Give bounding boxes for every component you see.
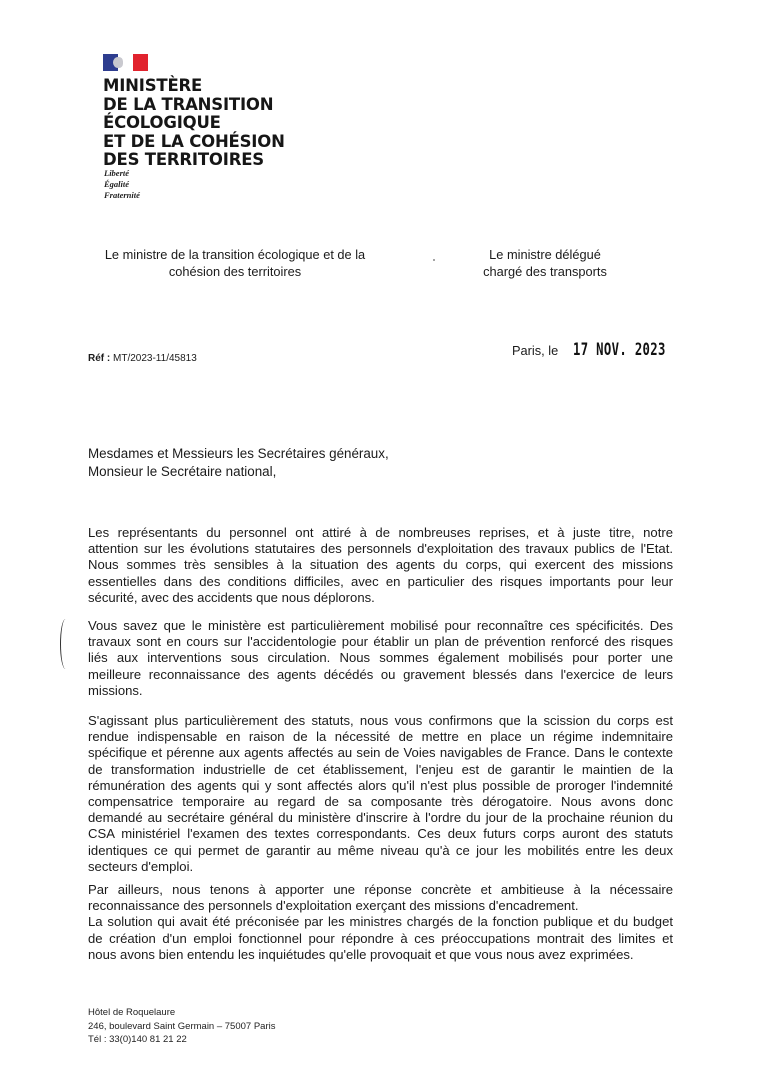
footer-address <box>88 1006 275 1047</box>
signatory-left <box>80 246 390 280</box>
text-line: identiques ce qui permet de garantir au même niveau qu'à ce jour les mobilités entre les deux <box>88 842 673 858</box>
paragraph-2 <box>88 618 673 699</box>
republic-motto <box>104 168 140 201</box>
salutation-line: Monsieur le Secrétaire national, <box>88 463 277 479</box>
motto-egalite: Égalité <box>104 179 130 189</box>
speck <box>433 259 435 261</box>
paragraph-3 <box>88 713 673 875</box>
text-line: attention sur les évolutions statutaires des personnels d'exploitation des travaux publics de l'Etat. <box>88 541 673 557</box>
ministry-line: ÉCOLOGIQUE <box>103 113 221 132</box>
footer-line: Tél : 33(0)140 81 21 22 <box>88 1034 187 1045</box>
ministry-line: MINISTÈRE <box>103 76 203 95</box>
text-line: rendue indispensable en raison de la nécessité de mettre en place un régime indemnitaire <box>88 729 673 745</box>
text-line: essentielles dans des conditions difficiles, avec en particulier des risques importants pour leur <box>88 573 673 589</box>
date-line <box>512 340 702 360</box>
salutation-line: Mesdames et Messieurs les Secrétaires généraux, <box>88 446 389 461</box>
footer-line: Hôtel de Roquelaure <box>88 1007 176 1018</box>
signatory-right-line: Le ministre délégué <box>489 247 601 262</box>
text-line: S'agissant plus particulièrement des statuts, nous vous confirmons que la scission du corps est <box>88 713 673 728</box>
reference-value: MT/2023-11/45813 <box>113 353 197 364</box>
ministry-name <box>103 77 363 170</box>
motto-fraternite: Fraternité <box>104 190 140 200</box>
text-line: meilleure reconnaissance des agents décédés ou gravement blessés dans l'exercice de leurs <box>88 666 673 682</box>
paragraph-4 <box>88 882 673 963</box>
text-line: Les représentants du personnel ont attiré à de nombreuses reprises, et à juste titre, notre <box>88 525 673 540</box>
text-line: nous avons bien entendu les inquiétudes qu'elle provoquait et que vous nous avez exprimées. <box>88 946 634 962</box>
ministry-line: ET DE LA COHÉSION <box>103 131 285 151</box>
text-line: reconnaissance des personnels d'exploitation exerçant des missions d'encadrement. <box>88 898 579 914</box>
text-line: Vous savez que le ministère est particulièrement mobilisé pour reconnaître ces spécificités. Des <box>88 618 673 633</box>
text-line: de transformation industrielle de cet établissement, l'enjeu est de garantir le maintien de la <box>88 761 673 777</box>
republic-flag-logo <box>103 54 148 71</box>
footer-line: 246, boulevard Saint Germain – 75007 Paris <box>88 1020 276 1032</box>
date-label: Paris, le <box>512 343 559 358</box>
text-line: de création d'un emploi fonctionnel pour répondre à ces préoccupations montrait des limites et <box>88 930 673 946</box>
reference <box>88 353 197 364</box>
ministry-line: DE LA TRANSITION <box>103 94 274 114</box>
text-line: liés aux interventions sous circulation. Nous sommes également mobilisés pour porter une <box>88 650 673 666</box>
text-line: rémunération des agents qui y sont affectés alors qu'il n'est plus possible de proroger l'indemnité <box>88 777 673 793</box>
margin-bracket-mark <box>60 619 71 669</box>
text-line: missions. <box>88 682 143 698</box>
text-line: Nous sommes très sensibles à la situation des agents du corps, qui exercent des missions <box>88 557 673 573</box>
date-stamp: 17 NOV. 2023 <box>572 340 666 360</box>
text-line: sécurité, avec des accidents que nous déplorons. <box>88 589 375 605</box>
reference-label: Réf : <box>88 353 111 364</box>
text-line: La solution qui avait été préconisée par les ministres chargés de la fonction publique et du budget <box>88 914 673 930</box>
signatory-left-line: cohésion des territoires <box>168 264 302 279</box>
signatory-right <box>470 246 620 280</box>
text-line: CSA ministériel l'examen des textes correspondants. Ces deux futurs corps auront des statuts <box>88 826 673 842</box>
salutation <box>88 445 389 480</box>
paragraph-1 <box>88 525 673 606</box>
text-line: travaux sont en cours sur l'accidentologie pour établir un plan de prévention renforcé des risques <box>88 634 673 650</box>
text-line: Par ailleurs, nous tenons à apporter une réponse concrète et ambitieuse à la nécessaire <box>88 882 673 897</box>
marianne-icon <box>113 57 123 68</box>
text-line: secteurs d'emploi. <box>88 858 194 874</box>
text-line: compensatrice temporaire au regard de sa composante très dérogatoire. Nous avons donc <box>88 794 673 810</box>
signatory-left-line: Le ministre de la transition écologique et de la <box>104 247 366 262</box>
motto-liberte: Liberté <box>104 168 130 178</box>
text-line: spécifique et pérenne aux agents affectés au sein de Voies navigables de France. Dans le contexte <box>88 745 673 761</box>
ministry-line: DES TERRITOIRES <box>103 150 264 169</box>
signatory-right-line: chargé des transports <box>483 264 607 279</box>
text-line: demandé au secrétaire général du ministère d'inscrire à l'ordre du jour de la prochaine réunion du <box>88 810 673 826</box>
